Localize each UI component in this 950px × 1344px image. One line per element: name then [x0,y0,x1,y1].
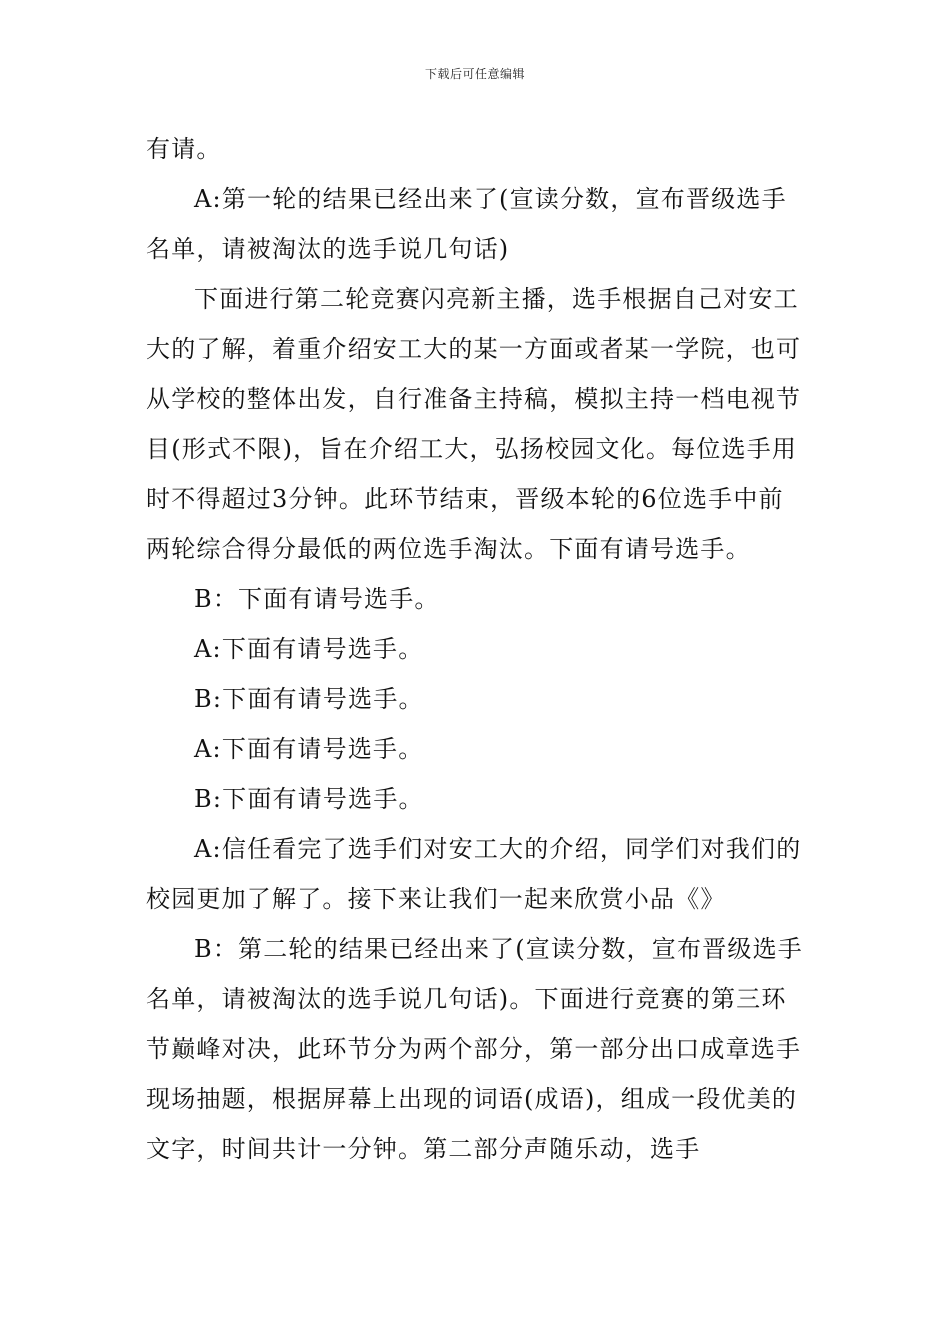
paragraph: A:第一轮的结果已经出来了(宣读分数，宣布晋级选手名单，请被淘汰的选手说几句话) [146,185,787,263]
paragraph: B：下面有请号选手。 [194,585,440,613]
paragraph: B:下面有请号选手。 [194,785,424,813]
paragraph: 有请。 [146,135,222,163]
paragraph: A:信任看完了选手们对安工大的介绍，同学们对我们的校园更加了解了。接下来让我们一起来欣赏小品《》 [146,835,802,913]
paragraph: B：第二轮的结果已经出来了(宣读分数，宣布晋级选手名单，请被淘汰的选手说几句话)。下面进行竞赛的第三环节巅峰对决，此环节分为两个部分，第一部分出口成章选手现场抽题，根据屏幕上出现的词语(成语)，组成一段优美的文字，时间共计一分钟。第二部分声随乐动，选手 [146,935,803,1163]
paragraph: 下面进行第二轮竞赛闪亮新主播，选手根据自己对安工大的了解，着重介绍安工大的某一方面或者某一学院，也可从学校的整体出发，自行准备主持稿，模拟主持一档电视节目(形式不限)，旨在介绍工大，弘扬校园文化。每位选手用时不得超过3分钟。此环节结束，晋级本轮的6位选手中前两轮综合得分最低的两位选手淘汰。下面有请号选手。 [146,285,802,563]
paragraph: B:下面有请号选手。 [194,685,424,713]
paragraph: A:下面有请号选手。 [194,635,424,663]
document-body [146,124,808,1174]
page-header: 下载后可任意编辑 [424,67,525,81]
paragraph: A:下面有请号选手。 [194,735,424,763]
